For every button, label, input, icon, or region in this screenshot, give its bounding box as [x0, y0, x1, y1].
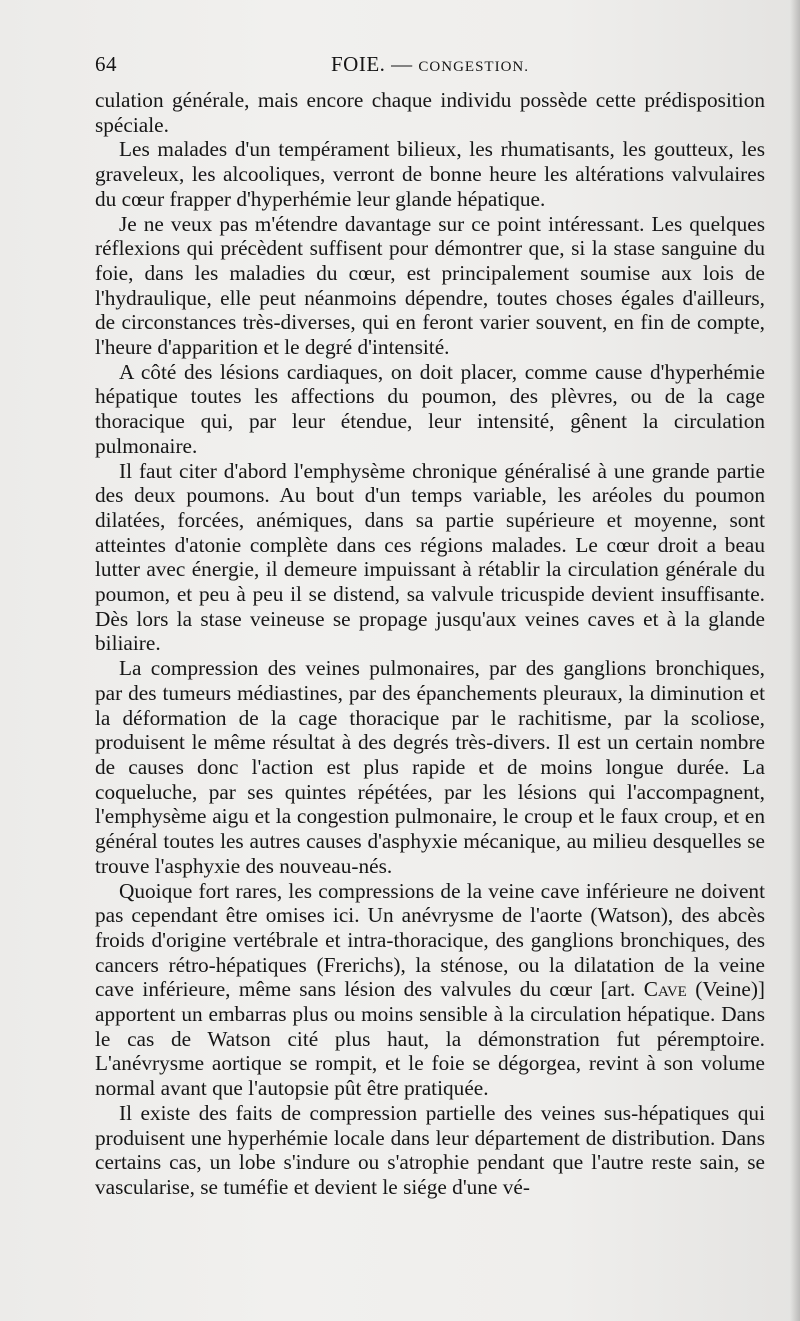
paragraph-pulmonary-compression: La compression des veines pulmonaires, par des ganglions bronchiques, par des tumeurs médiastines, par des épanchements pleuraux, la diminution et la déformation de la cage thoracique par le rachitisme, par la scoliose, produisent le même résultat à des degrés très-divers. Il est un certain nombre de causes donc l'action est plus rapide et de moins longue durée. La coqueluche, par ses quintes répétées, par les lésions qui l'accompagnent, l'emphysème aigu et la congestion pulmonaire, le croup et le faux croup, et en général toutes les autres causes d'asphyxie mécanique, au milieu desquelles se trouve l'asphyxie des nouveau-nés. — [95, 656, 765, 878]
paragraph-hydraulics: Je ne veux pas m'étendre davantage sur ce point intéressant. Les quelques réflexions qui précèdent suffisent pour démontrer que, si la stase sanguine du foie, dans les maladies du cœur, est principalement soumise aux lois de l'hydraulique, elle peut néanmoins dépendre, toutes choses égales d'ailleurs, de circonstances très-diverses, qui en feront varier souvent, en fin de compte, l'heure d'apparition et le degré d'intensité. — [95, 211, 765, 360]
running-title-sub: CONGESTION. — [418, 59, 529, 75]
vena-cava-text-after: (Veine)] apportent un embarras plus ou moins sensible à la circulation hépatique. Dans le cas de Watson cité plus haut, la démonstration fut péremptoire. L'anévrysme aortique se rompit, et le foie se dégorgea, revint à son volume normal avant que l'autopsie pût être pratiquée. — [95, 977, 766, 1101]
vena-cava-text-before: Quoique fort rares, les compressions de la veine cave inférieure ne doivent pas cependant être omises ici. Un anévrysme de l'aorte (Watson), des abcès froids d'origine vertébrale et intra-thoracique, des ganglions bronchiques, des cancers rétro-hépatiques (Frerichs), la sténose, ou la dilatation de la veine cave inférieure, même sans lésion des valvules du cœur [art. — [95, 878, 765, 1002]
running-title-main: FOIE. — [330, 52, 386, 76]
paragraph-continuation: culation générale, mais encore chaque individu possède cette prédisposition spéciale. — [95, 88, 765, 137]
paragraph-bilious-temperament: Les malades d'un tempérament bilieux, les rhumatisants, les goutteux, les graveleux, les alcooliques, verront de bonne heure les altérations valvulaires du cœur frapper d'hyperhémie leur glande hépatique. — [95, 137, 765, 211]
paragraph-hepatic-veins: Il existe des faits de compression partielle des veines sus-hépatiques qui produisent une hyperhémie locale dans leur département de distribution. Dans certains cas, un lobe s'indure ou s'atrophie pendant que l'autre reste sain, se vascularise, se tuméfie et devient le siége d'une vé- — [95, 1100, 765, 1199]
paragraph-lung-affections: A côté des lésions cardiaques, on doit placer, comme cause d'hyperhémie hépatique toutes les affections du poumon, des plèvres, ou de la cage thoracique qui, par leur étendue, leur intensité, gênent la circulation pulmonaire. — [95, 359, 765, 458]
body-text — [95, 88, 765, 1200]
running-title-dash: — — [385, 52, 419, 76]
paragraph-vena-cava — [95, 879, 765, 1101]
paragraph-emphysema: Il faut citer d'abord l'emphysème chronique généralisé à une grande partie des deux poumons. Au bout d'un temps variable, les aréoles du poumon dilatées, forcées, anémiques, dans sa partie supérieure et moyenne, sont atteintes d'atonie complète dans ces régions malades. Le cœur droit a beau lutter avec énergie, il demeure impuissant à rétablir la circulation générale du poumon, et peu à peu il se distend, sa valvule tricuspide devient insuffisante. Dès lors la stase veineuse se propage jusqu'aux veines caves et à la glande biliaire. — [95, 458, 765, 656]
running-head — [95, 52, 765, 82]
article-reference-cave: Cave — [643, 977, 687, 1002]
page-edge-shadow — [790, 0, 800, 1321]
running-title — [95, 52, 765, 77]
page-number: 64 — [95, 52, 117, 76]
